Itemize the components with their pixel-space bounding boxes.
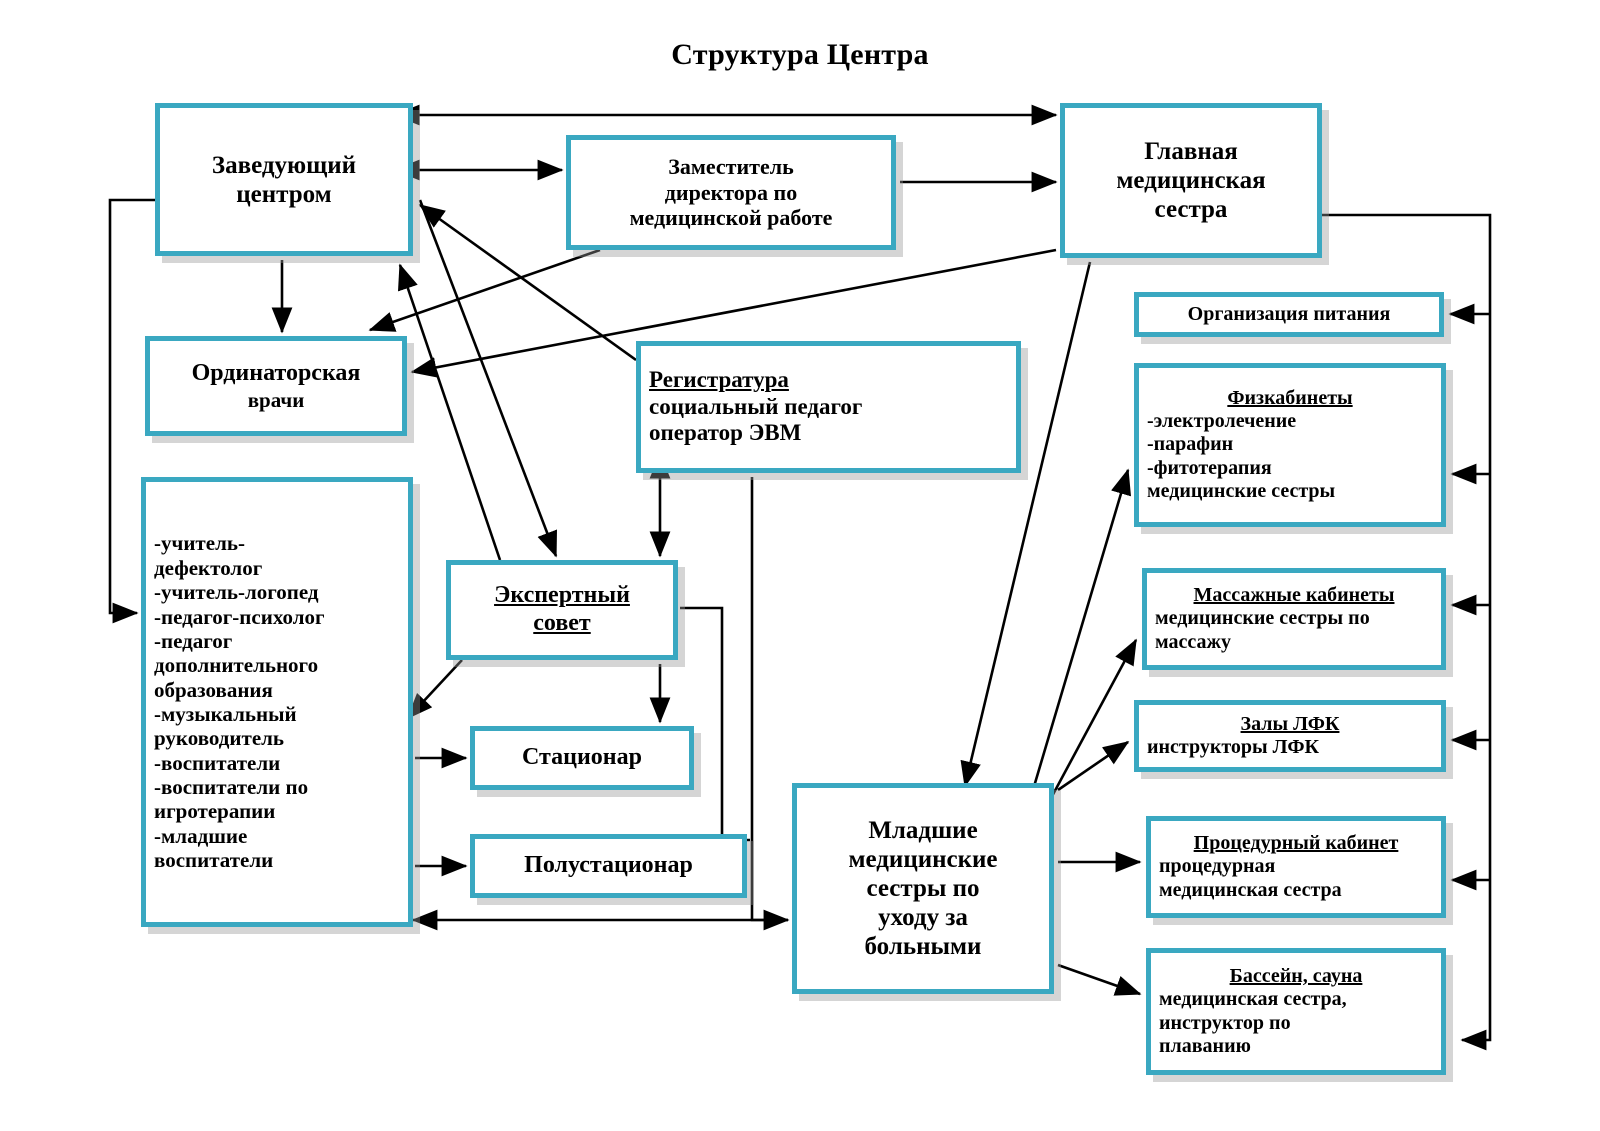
node-polustacionar-line: Полустационар: [524, 852, 693, 879]
node-fizkabinety-line: -парафин: [1147, 433, 1234, 456]
node-basseyn-sauna[interactable]: [1146, 948, 1446, 1075]
node-mladshie-medsestry-line: сестры по: [866, 875, 980, 902]
node-registratura-line: оператор ЭВМ: [649, 420, 802, 446]
node-pedagogicheskiy-personal-line: -учитель-логопед: [154, 580, 319, 605]
node-ekspertnyy-sovet-line-underlined: совет: [533, 610, 591, 636]
node-pedagogicheskiy-personal-line: -педагог: [154, 628, 233, 653]
node-zaveduyushchiy-centrom-line: Заведующий: [211, 151, 357, 179]
node-procedurnyy-kabinet-line: процедурная: [1159, 855, 1276, 878]
node-zaly-lfk-line: инструкторы ЛФК: [1147, 736, 1319, 758]
node-pedagogicheskiy-personal-line: воспитатели: [154, 848, 274, 873]
node-mladshie-medsestry-line: Младшие: [868, 817, 978, 844]
conn-juniors-to-fiz: [1030, 470, 1128, 800]
node-pedagogicheskiy-personal-line: -младшие: [154, 823, 248, 848]
conn-juniors-to-lfk: [1058, 742, 1128, 790]
node-zamestitel-direktora-line: медицинской работе: [629, 205, 833, 231]
node-fizkabinety-line: -фитотерапия: [1147, 456, 1272, 479]
node-ordinatorskaya-line: Ординаторская: [191, 359, 361, 386]
node-pedagogicheskiy-personal-line: дополнительного: [154, 653, 319, 678]
node-mladshie-medsestry[interactable]: [792, 783, 1054, 994]
node-glavnaya-medsestra-line: сестра: [1154, 196, 1228, 223]
node-stacionar[interactable]: [470, 726, 694, 790]
node-massazhnye-kabinety-line-underlined: Массажные кабинеты: [1193, 584, 1395, 607]
conn-deputy-to-ordinator: [370, 250, 600, 330]
page-title: Структура Центра: [671, 38, 929, 71]
node-mladshie-medsestry-line: больными: [864, 933, 982, 960]
node-zamestitel-direktora-line: директора по: [664, 179, 798, 205]
node-stacionar-line: Стационар: [522, 744, 642, 771]
node-ordinatorskaya-line: врачи: [247, 387, 305, 412]
node-zaly-lfk-line: [1147, 713, 1433, 736]
node-zamestitel-direktora-line: Заместитель: [668, 154, 794, 180]
node-fizkabinety-line: [1147, 387, 1433, 410]
conn-registry-down-to-juniors: [752, 477, 788, 920]
node-registratura[interactable]: [636, 341, 1021, 473]
conn-juniors-to-pool: [1058, 965, 1140, 994]
node-zaly-lfk[interactable]: [1134, 700, 1446, 772]
node-glavnaya-medsestra-line: Главная: [1144, 138, 1238, 165]
node-procedurnyy-kabinet-line: медицинская сестра: [1159, 878, 1342, 901]
node-massazhnye-kabinety-line: медицинские сестры по: [1155, 607, 1370, 630]
node-pedagogicheskiy-personal[interactable]: [141, 477, 413, 927]
conn-expert-right-down: [680, 608, 750, 840]
node-registratura-line: [649, 367, 1008, 394]
node-fizkabinety-line: -электролечение: [1147, 410, 1297, 433]
node-basseyn-sauna-line: [1159, 965, 1433, 988]
conn-juniors-to-massage: [1050, 640, 1136, 800]
node-organizaciya-pitaniya[interactable]: [1134, 292, 1444, 337]
node-basseyn-sauna-line: медицинская сестра,: [1159, 988, 1347, 1011]
node-ordinatorskaya[interactable]: [145, 336, 407, 436]
node-zamestitel-direktora[interactable]: [566, 135, 896, 250]
node-fizkabinety-line-underlined: Физкабинеты: [1227, 387, 1353, 410]
conn-head-to-expert: [420, 200, 556, 556]
node-registratura-line: социальный педагог: [649, 393, 863, 419]
node-zaveduyushchiy-centrom-line: центром: [236, 180, 332, 208]
node-ekspertnyy-sovet-line: [459, 610, 665, 638]
node-procedurnyy-kabinet[interactable]: [1146, 816, 1446, 918]
node-ekspertnyy-sovet-line: [459, 582, 665, 610]
conn-expert-to-head: [400, 265, 500, 560]
node-basseyn-sauna-line: инструктор по: [1159, 1011, 1291, 1034]
node-polustacionar[interactable]: [470, 834, 747, 898]
node-massazhnye-kabinety-line: [1155, 584, 1433, 607]
node-mladshie-medsestry-line: медицинские: [848, 846, 998, 873]
node-procedurnyy-kabinet-line-underlined: Процедурный кабинет: [1193, 832, 1399, 855]
node-registratura-line-underlined: Регистратура: [649, 366, 789, 392]
conn-expert-to-staff: [408, 660, 462, 718]
node-ekspertnyy-sovet[interactable]: [446, 560, 678, 660]
node-glavnaya-medsestra[interactable]: [1060, 103, 1322, 258]
node-pedagogicheskiy-personal-line: -воспитатели: [154, 750, 281, 775]
node-basseyn-sauna-line: плаванию: [1159, 1034, 1251, 1057]
node-mladshie-medsestry-line: уходу за: [878, 904, 968, 931]
node-pedagogicheskiy-personal-line: образования: [154, 677, 273, 702]
node-basseyn-sauna-line-underlined: Бассейн, сауна: [1229, 965, 1363, 988]
node-massazhnye-kabinety[interactable]: [1142, 568, 1446, 670]
node-zaly-lfk-line-underlined: Залы ЛФК: [1240, 712, 1340, 735]
node-pedagogicheskiy-personal-line: -педагог-психолог: [154, 604, 325, 629]
node-fizkabinety-line: медицинские сестры: [1147, 479, 1336, 502]
node-massazhnye-kabinety-line: массажу: [1155, 630, 1231, 653]
node-ekspertnyy-sovet-line-underlined: Экспертный: [494, 582, 630, 609]
node-pedagogicheskiy-personal-line: -воспитатели по: [154, 775, 309, 800]
node-pedagogicheskiy-personal-line: -учитель-: [154, 531, 245, 556]
node-pedagogicheskiy-personal-line: руководитель: [154, 726, 285, 751]
node-procedurnyy-kabinet-line: [1159, 832, 1433, 855]
node-organizaciya-pitaniya-line: Организация питания: [1187, 302, 1391, 325]
node-pedagogicheskiy-personal-line: дефектолог: [154, 555, 263, 580]
node-fizkabinety[interactable]: [1134, 363, 1446, 527]
node-pedagogicheskiy-personal-line: -музыкальный: [154, 702, 297, 726]
node-pedagogicheskiy-personal-line: игротерапии: [154, 799, 276, 824]
node-glavnaya-medsestra-line: медицинская: [1116, 167, 1266, 194]
node-zaveduyushchiy-centrom[interactable]: [155, 103, 413, 256]
